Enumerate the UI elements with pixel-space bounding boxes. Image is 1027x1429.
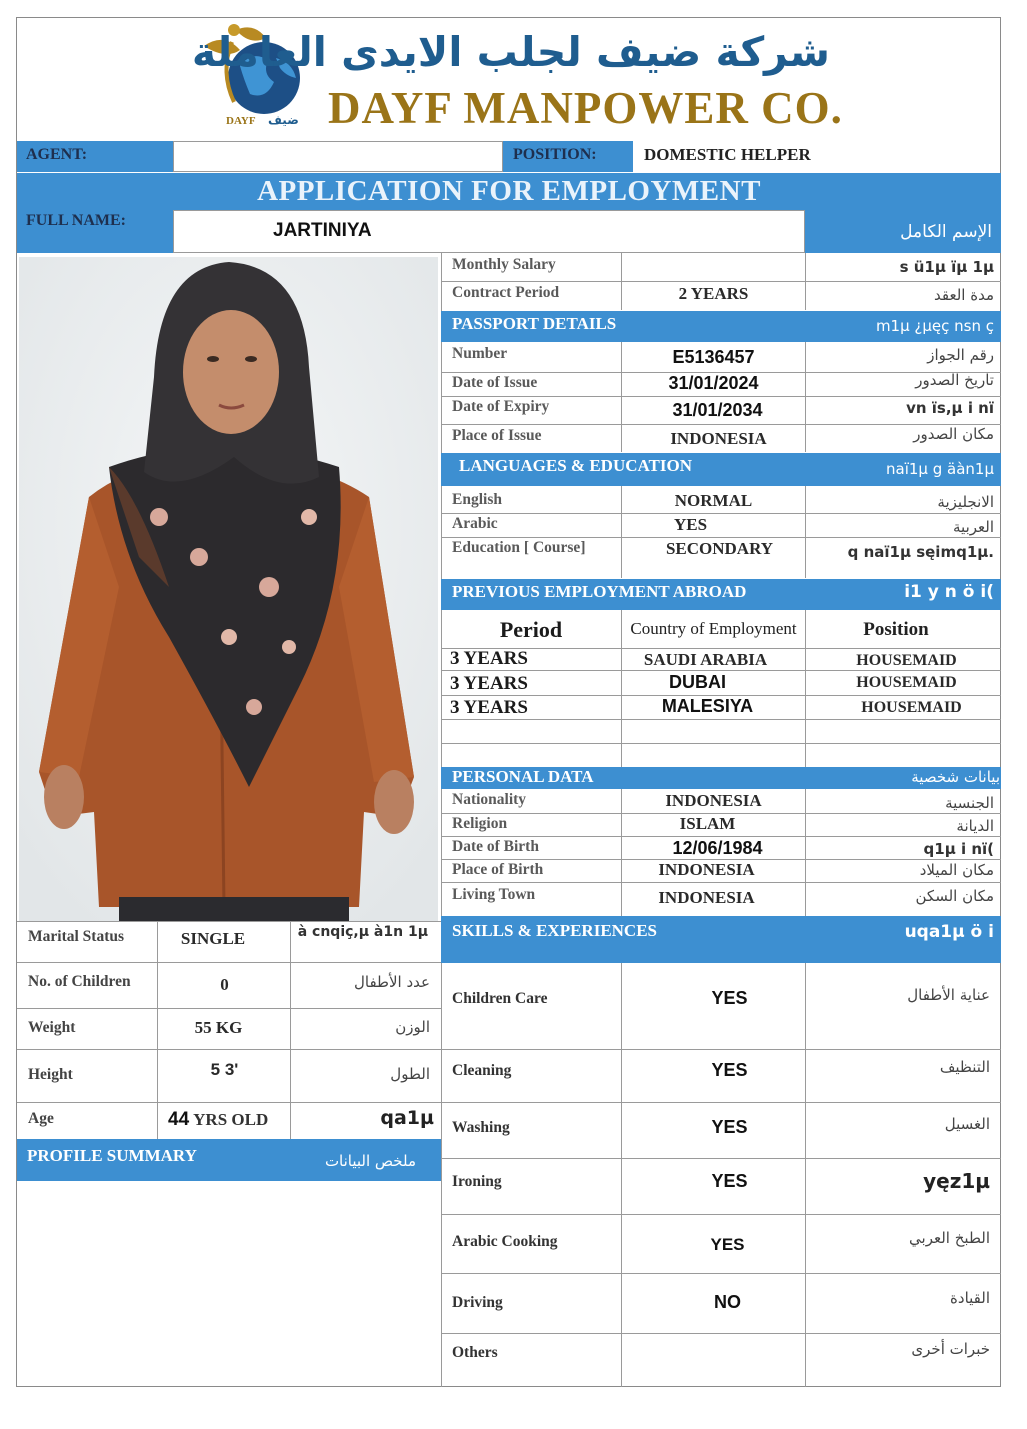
languages-title: LANGUAGES & EDUCATION	[459, 456, 692, 475]
skills-title-ar: uqa1µ ö i	[904, 922, 994, 942]
children-label: No. of Children	[28, 973, 131, 990]
passport-title: PASSPORT DETAILS	[452, 314, 617, 333]
skill-washing-value: YES	[711, 1117, 748, 1137]
divider	[441, 1214, 1001, 1215]
height-label-ar: الطول	[390, 1065, 430, 1083]
passport-number-value: E5136457	[672, 347, 755, 367]
divider	[441, 1102, 1001, 1103]
prev-country-1: SAUDI ARABIA	[643, 650, 768, 669]
contract-value: 2 YEARS	[678, 284, 749, 303]
salary-label-ar: s ü1µ ïµ 1µ	[899, 258, 994, 276]
skill-ironing-label: Ironing	[452, 1173, 502, 1190]
divider	[441, 1049, 1001, 1050]
skill-ironing-label-ar: yęz1µ	[923, 1169, 990, 1193]
nationality-label-ar: الجنسية	[945, 794, 994, 812]
agent-label: AGENT:	[26, 146, 88, 163]
arabic-value: YES	[673, 515, 708, 534]
skill-others-label-ar: خبرات أخرى	[911, 1340, 990, 1358]
prev-position-2: HOUSEMAID	[856, 674, 957, 691]
col-position-header: Position	[863, 619, 929, 640]
passport-issue-label-ar: تاريخ الصدور	[915, 371, 994, 389]
fullname-label: FULL NAME:	[26, 212, 126, 229]
divider	[805, 486, 806, 578]
age-label-ar: qa1µ	[380, 1107, 434, 1129]
marital-label-ar: à cnqiç,µ à1n 1µ	[297, 924, 428, 940]
profile-summary-title-ar: ملخص البيانات	[324, 1152, 416, 1170]
skill-washing-label-ar: الغسيل	[944, 1115, 990, 1133]
skill-cleaning-label-ar: التنظيف	[939, 1058, 990, 1076]
age-unit: YRS OLD	[193, 1110, 269, 1129]
english-label-ar: الانجليزية	[937, 493, 994, 511]
religion-label: Religion	[452, 815, 508, 832]
passport-place-value: INDONESIA	[670, 429, 767, 448]
skill-cleaning-label: Cleaning	[452, 1062, 512, 1079]
religion-value: ISLAM	[679, 814, 736, 833]
skill-children-care-value: YES	[711, 988, 748, 1008]
education-label-ar: .q naï1µ sęimq1µ	[847, 543, 994, 561]
living-town-label: Living Town	[452, 886, 536, 903]
living-town-value: INDONESIA	[658, 888, 755, 907]
arabic-label-ar: العربية	[953, 518, 994, 536]
divider	[441, 743, 1001, 744]
arabic-label: Arabic	[452, 515, 498, 532]
prev-country-3: MALESIYA	[661, 696, 754, 716]
skill-arabic-cooking-label: Arabic Cooking	[452, 1233, 558, 1250]
divider	[290, 921, 291, 1139]
english-label: English	[452, 491, 502, 508]
weight-label: Weight	[28, 1019, 76, 1036]
applicant-photo	[19, 257, 438, 921]
passport-expiry-label: Date of Expiry	[452, 398, 550, 415]
weight-value: 55 KG	[194, 1018, 243, 1037]
divider	[441, 281, 1001, 282]
skills-title: SKILLS & EXPERIENCES	[452, 921, 658, 940]
age-number: 44	[168, 1109, 190, 1130]
skill-driving-label: Driving	[452, 1294, 503, 1311]
skill-cleaning-value: YES	[711, 1060, 748, 1080]
prev-position-1: HOUSEMAID	[856, 652, 957, 669]
logo-text-ar: ضيف	[268, 113, 299, 127]
divider	[441, 1158, 1001, 1159]
position-value: DOMESTIC HELPER	[644, 145, 811, 164]
divider	[441, 670, 1001, 671]
living-town-label-ar: مكان السكن	[915, 887, 994, 905]
contract-label: Contract Period	[452, 284, 560, 301]
profile-summary-body[interactable]	[17, 1181, 441, 1387]
children-value: 0	[220, 975, 229, 994]
passport-title-ar: m1µ ¿µęç nsn ç	[875, 317, 994, 335]
education-value: SECONDARY	[665, 539, 774, 558]
nationality-value: INDONESIA	[665, 791, 762, 810]
prev-period-3: 3 YEARS	[450, 697, 528, 718]
divider	[441, 1333, 1001, 1334]
religion-label-ar: الديانة	[956, 817, 994, 835]
skill-driving-value: NO	[714, 1292, 741, 1312]
position-label: POSITION:	[513, 146, 597, 163]
passport-place-label-ar: مكان الصدور	[913, 425, 994, 443]
prev-period-1: 3 YEARS	[450, 648, 528, 669]
fullname-label-ar: الإسم الكامل	[900, 222, 992, 242]
company-name-arabic: شركة ضيف لجلب الايدى العاملة	[191, 28, 830, 76]
divider	[17, 1102, 441, 1103]
skill-washing-label: Washing	[452, 1119, 510, 1136]
divider	[441, 513, 1001, 514]
divider	[17, 962, 441, 963]
divider	[17, 1008, 441, 1009]
skill-children-care-label: Children Care	[452, 990, 548, 1007]
personal-title: PERSONAL DATA	[452, 767, 594, 786]
divider	[441, 1273, 1001, 1274]
divider	[621, 963, 622, 1387]
passport-issue-value: 31/01/2024	[668, 373, 759, 393]
divider	[17, 1049, 441, 1050]
age-label: Age	[28, 1110, 54, 1127]
divider	[441, 396, 1001, 397]
passport-issue-label: Date of Issue	[452, 374, 538, 391]
previous-title: PREVIOUS EMPLOYMENT ABROAD	[452, 582, 747, 601]
children-label-ar: عدد الأطفال	[354, 973, 430, 991]
divider	[441, 719, 1001, 720]
skill-ironing-value: YES	[711, 1171, 748, 1191]
passport-expiry-label-ar: vn ïs,µ i nï	[906, 399, 994, 417]
fullname-value: JARTINIYA	[273, 220, 372, 241]
dob-label: Date of Birth	[452, 838, 539, 855]
skill-arabic-cooking-value: YES	[710, 1235, 745, 1254]
dob-label-ar: )q1µ i nï	[923, 840, 994, 858]
marital-label: Marital Status	[28, 928, 125, 945]
passport-expiry-value: 31/01/2034	[672, 400, 763, 420]
age-value	[168, 1109, 298, 1131]
english-value: NORMAL	[674, 491, 753, 510]
skill-driving-label-ar: القيادة	[950, 1289, 990, 1307]
passport-place-label: Place of Issue	[452, 427, 542, 444]
divider	[17, 921, 441, 922]
weight-label-ar: الوزن	[395, 1018, 430, 1036]
company-name-english: DAYF MANPOWER CO.	[328, 83, 843, 133]
height-value: 5 3'	[210, 1060, 239, 1079]
pob-label: Place of Birth	[452, 861, 544, 878]
pob-label-ar: مكان الميلاد	[919, 861, 994, 879]
logo-text-en: DAYF	[226, 115, 256, 127]
salary-label: Monthly Salary	[452, 256, 556, 273]
profile-summary-title: PROFILE SUMMARY	[27, 1146, 197, 1165]
divider	[441, 882, 1001, 883]
passport-number-label: Number	[452, 345, 508, 362]
languages-title-ar: naï1µ g äàn1µ	[886, 460, 994, 478]
skill-children-care-label-ar: عناية الأطفال	[907, 986, 990, 1004]
prev-country-2: DUBAI	[669, 672, 726, 692]
education-label: Education [ Course]	[452, 539, 586, 556]
nationality-label: Nationality	[452, 791, 527, 808]
height-label: Height	[28, 1066, 73, 1083]
marital-value: SINGLE	[180, 929, 246, 948]
contract-label-ar: مدة العقد	[934, 286, 994, 304]
prev-position-3: HOUSEMAID	[861, 699, 962, 716]
skill-arabic-cooking-label-ar: الطبخ العربي	[909, 1229, 990, 1247]
dob-value: 12/06/1984	[672, 838, 763, 858]
agent-field[interactable]	[173, 141, 503, 172]
col-period-header: Period	[499, 617, 563, 642]
divider	[441, 836, 1001, 837]
divider	[441, 537, 1001, 538]
prev-period-2: 3 YEARS	[450, 673, 528, 694]
col-country-header: Country of Employment	[630, 619, 797, 638]
skill-others-label: Others	[452, 1344, 498, 1361]
passport-number-label-ar: رقم الجواز	[927, 346, 994, 364]
previous-title-ar: )i1 y n ö i	[904, 582, 994, 602]
form-title: APPLICATION FOR EMPLOYMENT	[257, 175, 761, 207]
personal-title-ar: بيانات شخصية	[911, 768, 1000, 786]
pob-value: INDONESIA	[658, 860, 755, 879]
